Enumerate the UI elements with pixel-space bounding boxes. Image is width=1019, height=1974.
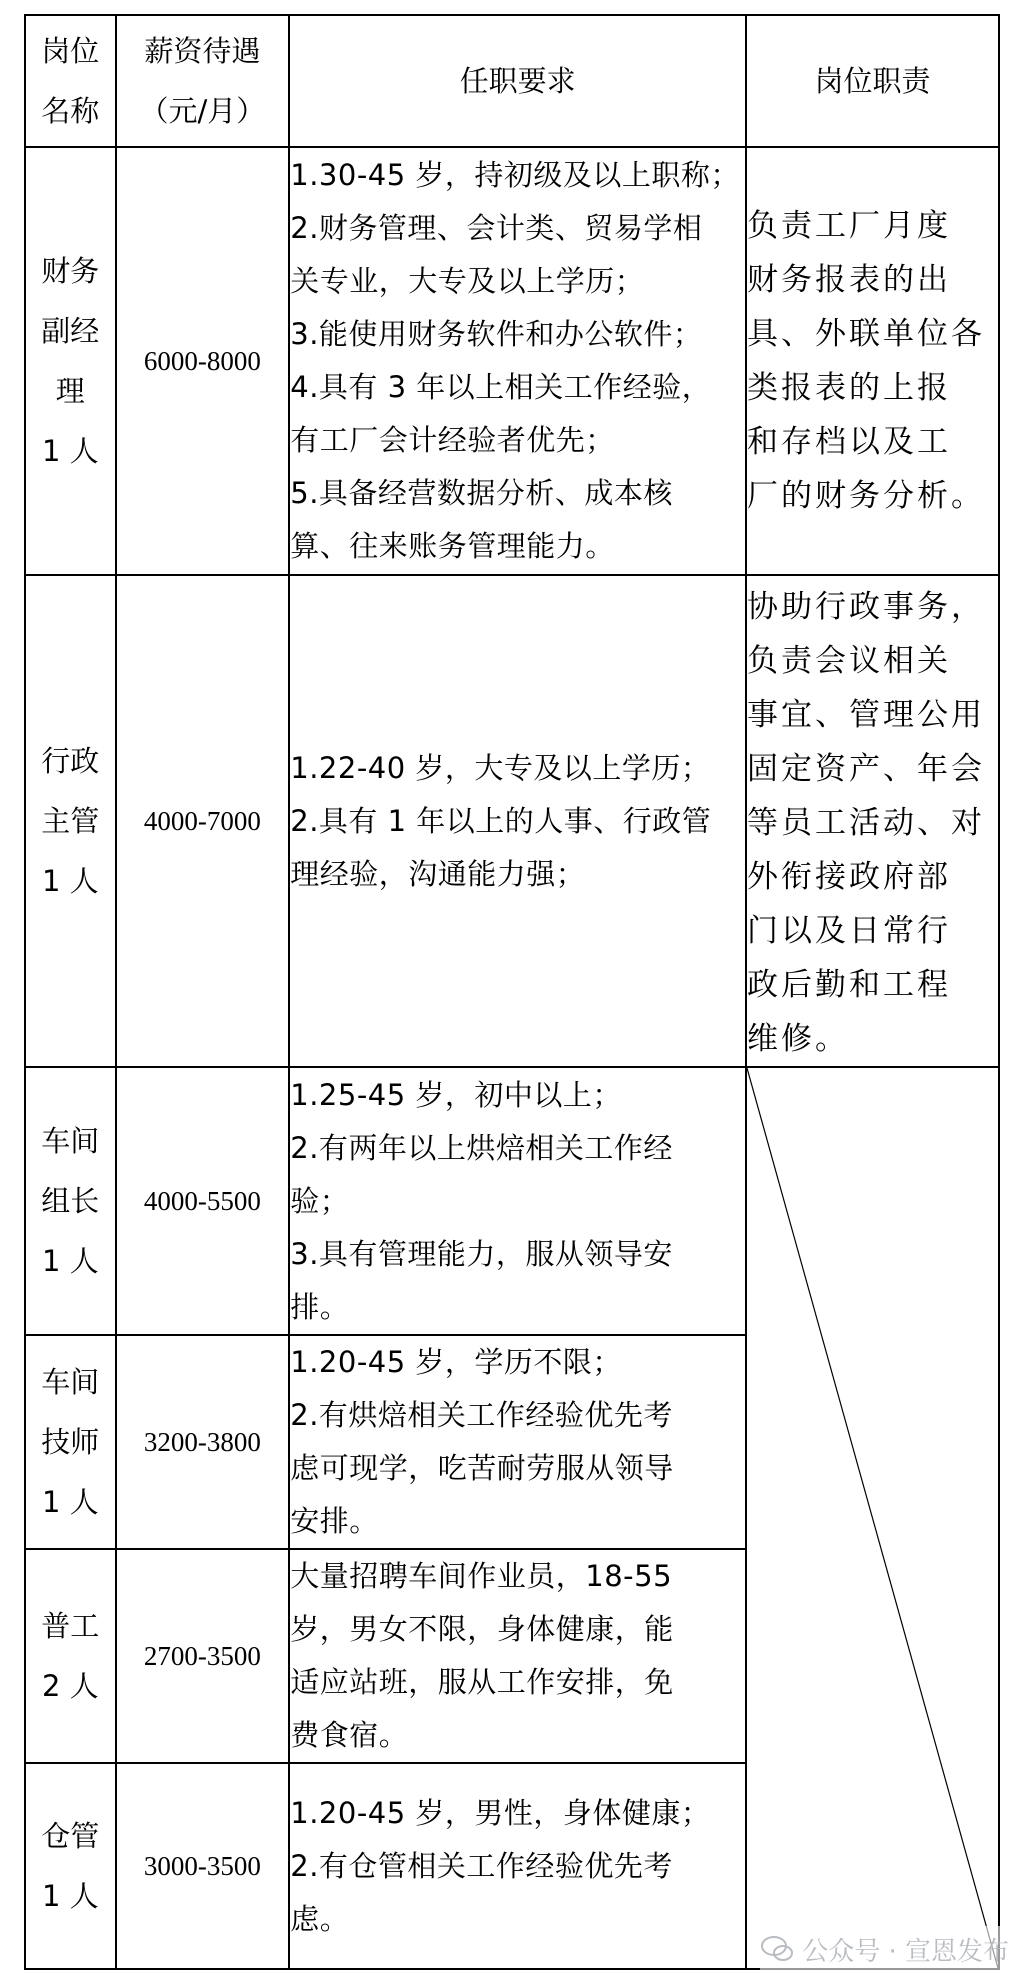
header-salary-line1: 薪资待遇 (144, 34, 261, 68)
header-position-line2: 名称 (41, 94, 100, 128)
requirement-line: 2.财务管理、会计类、贸易学相 (290, 211, 703, 245)
salary-value: 4000-7000 (116, 575, 290, 1067)
duty-line: 协助行政事务， (747, 589, 986, 625)
header-position-line1: 岗位 (41, 34, 100, 68)
position-name-line: 技师 (41, 1425, 100, 1459)
position-name-line: 车间 (41, 1365, 100, 1399)
wechat-bubble-icon (760, 1934, 794, 1964)
position-name-line: 理 (55, 374, 85, 408)
requirements-cell (289, 1335, 746, 1549)
requirement-line: 4.具有 3 年以上相关工作经验， (290, 370, 712, 404)
requirement-line: 安排。 (290, 1504, 379, 1538)
requirement-line: 适应站班，服从工作安排，免 (290, 1665, 674, 1699)
requirements-cell (289, 1763, 746, 1969)
salary-value: 6000-8000 (116, 147, 290, 575)
duties-cell (746, 147, 999, 575)
requirement-line: 虑可现学，吃苦耐劳服从领导 (290, 1451, 674, 1485)
position-name (25, 1335, 116, 1549)
position-name-line: 1 人 (41, 864, 99, 898)
position-name-line: 1 人 (41, 1879, 99, 1913)
requirement-line: 岁，男女不限，身体健康，能 (290, 1612, 674, 1646)
duty-line: 负责工厂月度 (747, 208, 952, 244)
table-row (25, 575, 999, 1067)
duties-cell (746, 575, 999, 1067)
duty-line: 事宜、管理公用 (747, 697, 986, 733)
duty-line: 外衔接政府部 (747, 859, 952, 895)
duty-line: 维修。 (747, 1021, 850, 1057)
duty-line: 具、外联单位各 (747, 316, 986, 352)
duty-line: 财务报表的出 (747, 262, 952, 298)
header-row (25, 15, 999, 147)
position-name-line: 2 人 (41, 1669, 99, 1703)
duty-line: 类报表的上报 (747, 370, 952, 406)
requirement-line: 2.有烘焙相关工作经验优先考 (290, 1398, 673, 1432)
position-name (25, 575, 116, 1067)
header-salary-line2: （元/月） (139, 94, 266, 128)
requirement-line: 2.有两年以上烘焙相关工作经 (290, 1130, 673, 1165)
table-row (25, 147, 999, 575)
requirement-line: 1.25-45 岁，初中以上； (290, 1077, 622, 1112)
requirement-line: 虑。 (290, 1901, 350, 1936)
header-position (25, 15, 116, 147)
salary-value: 3200-3800 (116, 1335, 290, 1549)
watermark-text: 公众号 · 宣恩发布 (802, 1936, 1009, 1967)
requirement-line: 理经验，沟通能力强； (290, 856, 586, 891)
requirement-line: 2.有仓管相关工作经验优先考 (290, 1848, 673, 1883)
salary-value: 3000-3500 (116, 1763, 290, 1969)
header-salary (116, 15, 290, 147)
requirement-line: 5.具备经营数据分析、成本核 (290, 476, 673, 510)
recruitment-table (24, 14, 1000, 1970)
position-name-line: 组长 (41, 1184, 100, 1218)
position-name-line: 财务 (41, 254, 100, 288)
duties-cell-empty (746, 1067, 999, 1969)
position-name-line: 主管 (41, 804, 100, 838)
requirement-line: 2.具有 1 年以上的人事、行政管 (290, 803, 712, 838)
position-name-line: 车间 (41, 1124, 100, 1158)
position-name-line: 普工 (41, 1609, 100, 1643)
position-name-line: 1 人 (41, 1244, 99, 1278)
diagonal-strike-line (747, 1068, 998, 1968)
duty-line: 厂的财务分析。 (747, 478, 986, 514)
duty-line: 等员工活动、对 (747, 805, 986, 841)
duty-line: 门以及日常行 (747, 913, 952, 949)
watermark (760, 1926, 1009, 1972)
requirement-line: 验； (290, 1183, 350, 1218)
requirement-line: 排。 (290, 1289, 350, 1324)
header-duties: 岗位职责 (746, 15, 999, 147)
duty-line: 负责会议相关 (747, 643, 952, 679)
position-name-line: 1 人 (41, 1485, 99, 1519)
table-row (25, 1067, 999, 1335)
requirements-cell (289, 1067, 746, 1335)
requirements-cell (289, 575, 746, 1067)
requirement-line: 关专业，大专及以上学历； (290, 264, 645, 298)
requirement-line: 1.22-40 岁，大专及以上学历； (290, 750, 711, 785)
requirement-line: 3.具有管理能力，服从领导安 (290, 1236, 673, 1271)
header-requirements: 任职要求 (289, 15, 746, 147)
position-name (25, 147, 116, 575)
position-name (25, 1763, 116, 1969)
requirement-line: 1.30-45 岁，持初级及以上职称； (290, 158, 740, 192)
duty-line: 政后勤和工程 (747, 967, 952, 1003)
position-name-line: 行政 (41, 744, 100, 778)
requirement-line: 费食宿。 (290, 1718, 409, 1752)
requirement-line: 3.能使用财务软件和办公软件； (290, 317, 703, 351)
requirement-line: 1.20-45 岁，男性，身体健康； (290, 1795, 711, 1830)
position-name-line: 仓管 (41, 1819, 100, 1853)
requirement-line: 算、往来账务管理能力。 (290, 529, 615, 563)
requirement-line: 有工厂会计经验者优先； (290, 423, 615, 457)
position-name (25, 1067, 116, 1335)
position-name-line: 副经 (41, 314, 100, 348)
duty-line: 固定资产、年会 (747, 751, 986, 787)
requirement-line: 1.20-45 岁，学历不限； (290, 1345, 622, 1379)
salary-value: 4000-5500 (116, 1067, 290, 1335)
requirement-line: 大量招聘车间作业员，18-55 (290, 1559, 673, 1593)
requirements-cell (289, 147, 746, 575)
position-name-line: 1 人 (41, 434, 99, 468)
requirements-cell (289, 1549, 746, 1763)
salary-value: 2700-3500 (116, 1549, 290, 1763)
duty-line: 和存档以及工 (747, 424, 952, 460)
position-name (25, 1549, 116, 1763)
